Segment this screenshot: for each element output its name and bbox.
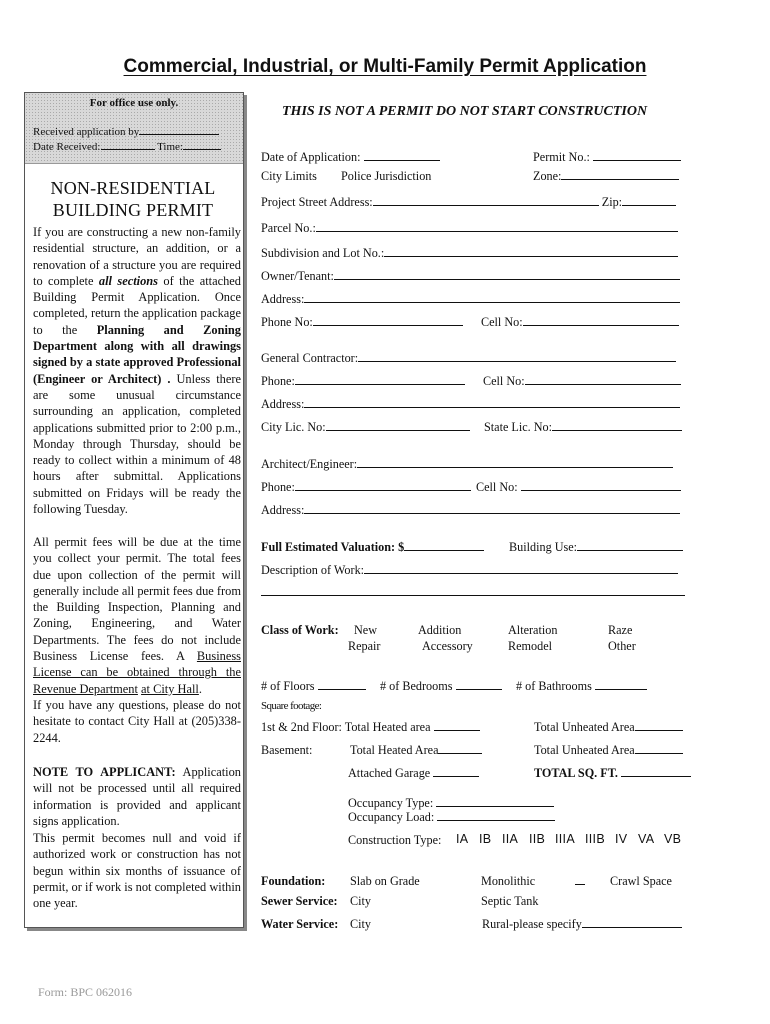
owner-field[interactable] [334, 269, 680, 280]
ctype-vb-option[interactable]: VB [664, 832, 682, 846]
architect-cell-field[interactable] [521, 480, 681, 491]
city-lic-row: City Lic. No: [261, 420, 470, 435]
unheated-field-1[interactable] [635, 720, 683, 731]
sewer-service-label: Sewer Service: [261, 894, 338, 908]
floor12-row: 1st & 2nd Floor: Total Heated area [261, 720, 480, 735]
instructions-paragraph-5: This permit becomes null and void if authorized work or construction has not begun within six months of issuance of permit, or if work is not completed within one year. [33, 831, 241, 911]
bathrooms-field[interactable] [595, 679, 647, 690]
received-by-label: Received application by [33, 126, 140, 138]
water-rural-option[interactable]: Rural-please specify [482, 917, 582, 931]
floors-field[interactable] [318, 679, 366, 690]
parcel-field[interactable] [316, 221, 678, 232]
occupancy-type-row: Occupancy Type: [348, 796, 554, 811]
owner-address-field[interactable] [304, 292, 680, 303]
total-sqft-field[interactable] [621, 766, 691, 777]
foundation-mark [575, 874, 585, 889]
date-received-field[interactable] [101, 139, 155, 150]
ctype-iib-option[interactable]: IIB [529, 832, 546, 846]
foundation-monolithic-option[interactable]: Monolithic [481, 874, 536, 888]
form-number: Form: BPC 062016 [38, 985, 133, 999]
foundation-label: Foundation: [261, 874, 326, 888]
city-lic-field[interactable] [326, 420, 470, 431]
time-label: Time: [157, 141, 183, 153]
occupancy-load-row: Occupancy Load: [348, 810, 555, 825]
permit-no-field[interactable] [593, 150, 681, 161]
ctype-va-option[interactable]: VA [638, 832, 655, 846]
building-use-field[interactable] [577, 540, 683, 551]
unheated-field-2[interactable] [635, 743, 683, 754]
architect-phone-row: Phone: [261, 480, 471, 495]
garage-field[interactable] [433, 766, 479, 777]
sewer-city-option[interactable]: City [350, 894, 371, 908]
owner-cell-row: Cell No: [481, 315, 679, 330]
class-raze-option[interactable]: Raze [608, 623, 633, 637]
water-rural-field[interactable] [582, 917, 682, 928]
office-heading: For office use only. [89, 97, 179, 109]
ctype-ia-option[interactable]: IA [456, 832, 469, 846]
description-field-2[interactable] [261, 585, 685, 596]
square-footage-label: Square footage: [261, 700, 322, 712]
subdivision-field[interactable] [384, 246, 678, 257]
basement-heated-field[interactable] [438, 743, 482, 754]
time-field[interactable] [183, 139, 221, 150]
sewer-septic-option[interactable]: Septic Tank [481, 894, 539, 908]
architect-cell-row: Cell No: [476, 480, 681, 495]
contractor-phone-row: Phone: [261, 374, 465, 389]
owner-address-row: Address: [261, 292, 680, 307]
architect-address-field[interactable] [304, 503, 680, 514]
class-other-option[interactable]: Other [608, 639, 636, 653]
project-address-field[interactable] [373, 195, 599, 206]
floors-row: # of Floors [261, 679, 366, 694]
floor12-field[interactable] [434, 720, 480, 731]
instructions-paragraph-3: If you have any questions, please do not hesitate to contact City Hall at (205)338-2244. [33, 698, 241, 745]
bathrooms-row: # of Bathrooms [516, 679, 647, 694]
city-limits-option[interactable]: City Limits [261, 169, 317, 183]
foundation-slab-option[interactable]: Slab on Grade [350, 874, 420, 888]
permit-no-row: Permit No.: [533, 150, 681, 165]
unheated-row-1: Total Unheated Area [534, 720, 683, 735]
subdivision-row: Subdivision and Lot No.: [261, 246, 678, 261]
ctype-iia-option[interactable]: IIA [502, 832, 519, 846]
contractor-address-row: Address: [261, 397, 680, 412]
description-row-2 [261, 585, 685, 600]
zone-field[interactable] [561, 169, 679, 180]
parcel-row: Parcel No.: [261, 221, 678, 236]
contractor-row: General Contractor: [261, 351, 676, 366]
total-sqft-row: TOTAL SQ. FT. [534, 766, 691, 781]
date-of-application-field[interactable] [364, 150, 440, 161]
office-use-box [25, 93, 243, 164]
class-repair-option[interactable]: Repair [348, 639, 381, 653]
received-by-row [33, 124, 219, 138]
page-title: Commercial, Industrial, or Multi-Family Permit Application [123, 56, 647, 77]
unheated-row-2: Total Unheated Area [534, 743, 683, 758]
police-jurisdiction-option[interactable]: Police Jurisdiction [341, 169, 432, 183]
description-row: Description of Work: [261, 563, 678, 578]
bedrooms-field[interactable] [456, 679, 502, 690]
garage-row: Attached Garage [348, 766, 479, 781]
date-received-label: Date Received: [33, 141, 101, 153]
construction-type-label: Construction Type: [348, 833, 442, 847]
architect-phone-field[interactable] [295, 480, 471, 491]
instructions-paragraph-1: If you are constructing a new non-family residential structure, an addition, or a renovation of a structure you are required to complete all sections of the attached Building Permit Application. Once completed, return the application package to the Planning and Zoning Department along with all drawings signed by a state approved Professional (Engineer or Architect) . Unless there are some unusual circumstance surrounding an application, completed applications submitted prior to 2:00 p.m., Monday through Thursday, should be ready to collect within a minimum of 48 hours after submittal. Applications submitted on Fridays will be ready the following Tuesday. [33, 225, 242, 517]
class-new-option[interactable]: New [354, 623, 378, 637]
contractor-cell-row: Cell No: [483, 374, 681, 389]
state-lic-field[interactable] [552, 420, 682, 431]
occupancy-load-field[interactable] [437, 810, 555, 821]
zip-field[interactable] [622, 195, 676, 206]
zone-row: Zone: [533, 169, 679, 184]
water-rural-row [482, 917, 682, 932]
occupancy-type-field[interactable] [436, 796, 554, 807]
contractor-cell-field[interactable] [525, 374, 681, 385]
class-of-work-label: Class of Work: [261, 623, 339, 637]
contractor-address-field[interactable] [304, 397, 680, 408]
water-city-option[interactable]: City [350, 917, 371, 931]
architect-address-row: Address: [261, 503, 680, 518]
ctype-ib-option[interactable]: IB [479, 832, 492, 846]
basement-heated-row: Total Heated Area [350, 743, 482, 758]
contractor-field[interactable] [358, 351, 676, 362]
water-service-label: Water Service: [261, 917, 339, 931]
ctype-iv-option[interactable]: IV [615, 832, 628, 846]
owner-row: Owner/Tenant: [261, 269, 680, 284]
owner-phone-row: Phone No: [261, 315, 463, 330]
owner-cell-field[interactable] [523, 315, 679, 326]
state-lic-row: State Lic. No: [484, 420, 682, 435]
class-addition-option[interactable]: Addition [418, 623, 462, 637]
owner-phone-field[interactable] [313, 315, 463, 326]
class-accessory-option[interactable]: Accessory [422, 639, 473, 653]
contractor-phone-field[interactable] [295, 374, 465, 385]
warning-notice: THIS IS NOT A PERMIT DO NOT START CONSTRUCTION [282, 104, 648, 119]
bedrooms-row: # of Bedrooms [380, 679, 502, 694]
description-field[interactable] [364, 563, 678, 574]
architect-field[interactable] [357, 457, 673, 468]
class-alteration-option[interactable]: Alteration [508, 623, 558, 637]
ctype-iiib-option[interactable]: IIIB [585, 832, 605, 846]
valuation-field[interactable] [404, 540, 484, 551]
class-remodel-option[interactable]: Remodel [508, 639, 553, 653]
date-of-application-row: Date of Application: [261, 150, 440, 165]
left-title-line2: BUILDING PERMIT [52, 200, 214, 220]
building-use-row: Building Use: [509, 540, 683, 555]
foundation-crawl-option[interactable]: Crawl Space [610, 874, 672, 888]
ctype-iiia-option[interactable]: IIIA [555, 832, 575, 846]
instructions-paragraph-2: All permit fees will be due at the time you collect your permit. The total fees due upon collection of the permit will generally include all permit fees due from the Building Inspection, Planning and Zoning, Engineering, and Water Departments. The fees do not include Business License fees. A Business License can be obtained through the Revenue Department at City Hall. [33, 535, 241, 696]
project-address-row: Project Street Address: Zip: [261, 195, 676, 210]
basement-label: Basement: [261, 743, 313, 757]
valuation-row: Full Estimated Valuation: $ [261, 540, 484, 555]
received-by-field[interactable] [139, 124, 219, 135]
left-title-line1: NON-RESIDENTIAL [50, 178, 216, 198]
date-received-row [33, 139, 221, 153]
note-to-applicant: NOTE TO APPLICANT: Application will not be processed until all required information is provided and applicant signs application. [33, 765, 241, 828]
architect-row: Architect/Engineer: [261, 457, 673, 472]
